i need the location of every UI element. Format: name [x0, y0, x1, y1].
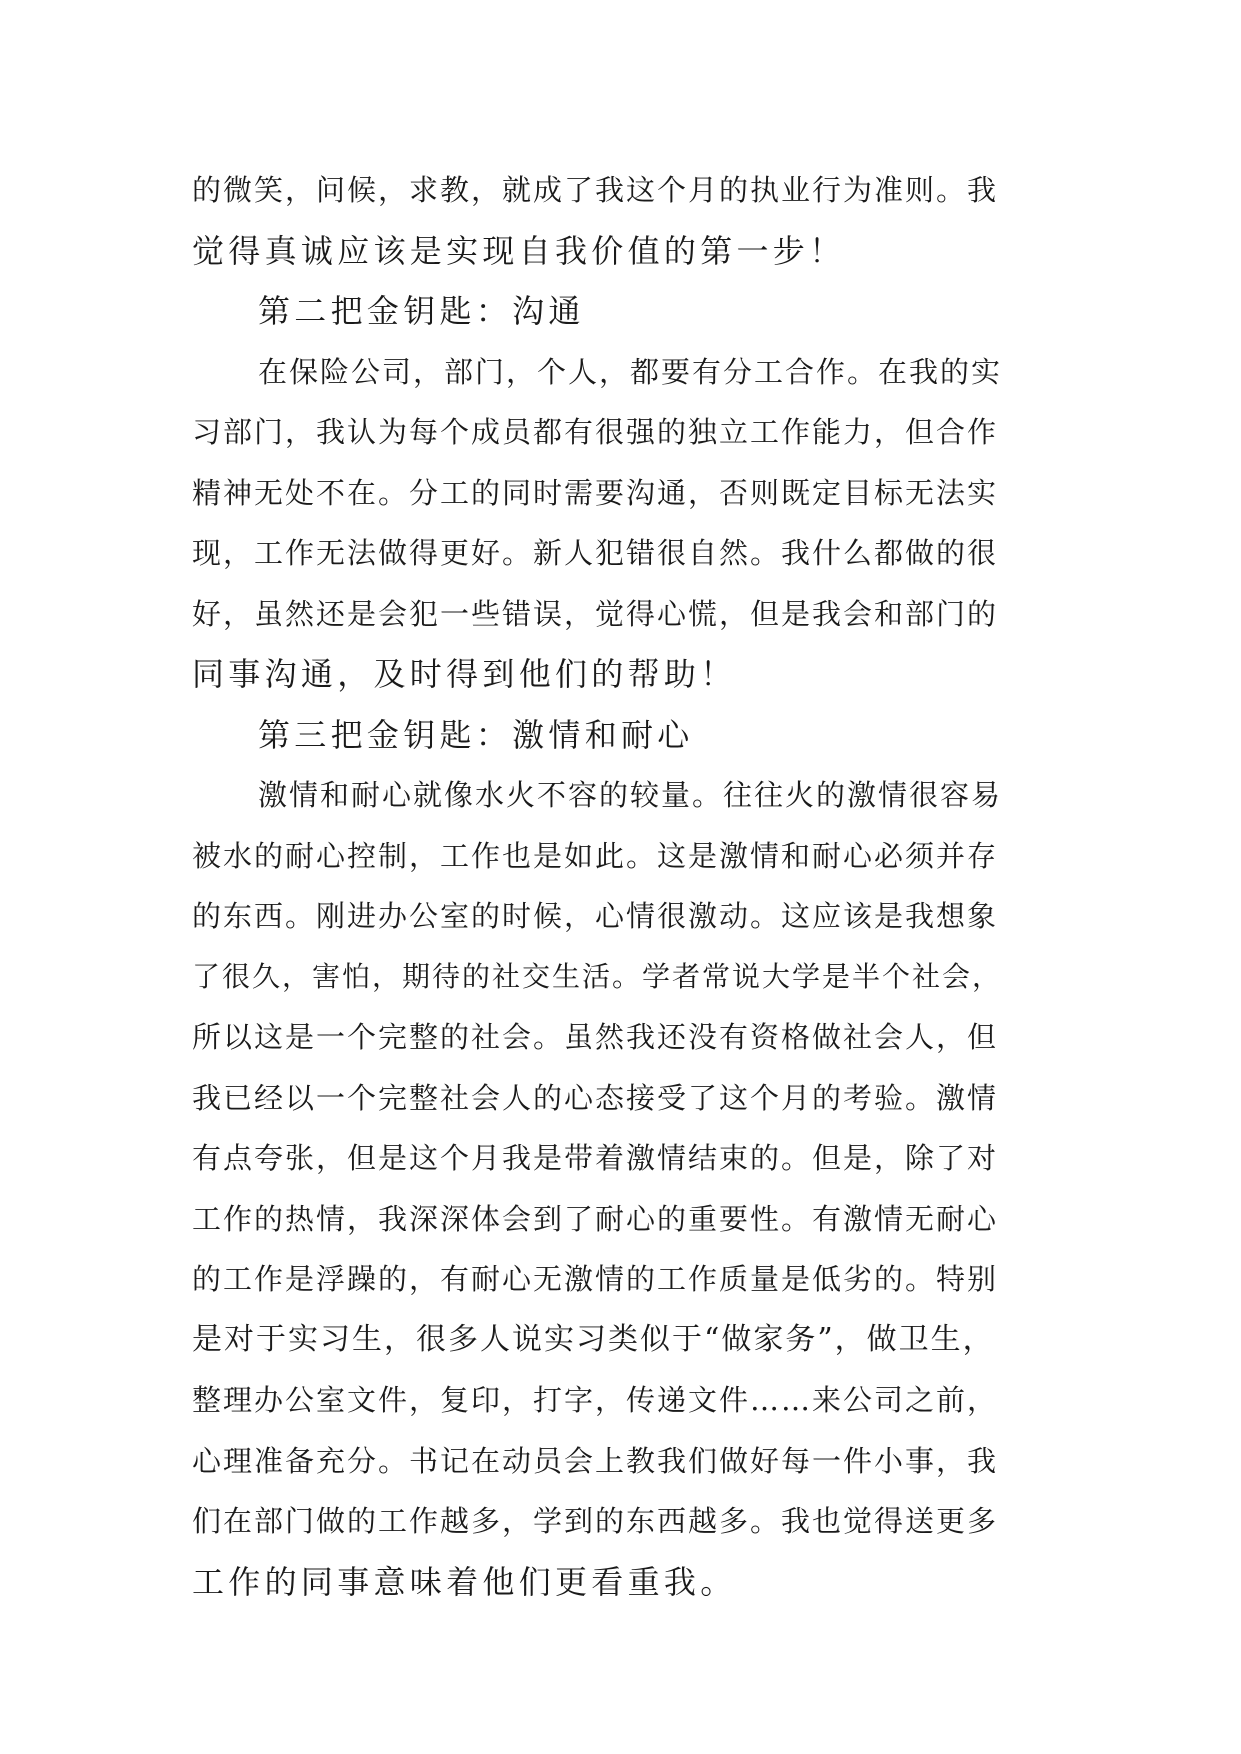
text-line: 好，虽然还是会犯一些错误，觉得心慌，但是我会和部门的: [192, 596, 999, 631]
text-line: 我已经以一个完整社会人的心态接受了这个月的考验。激情: [192, 1080, 999, 1115]
paragraph-first-line: 在保险公司，部门，个人，都要有分工合作。在我的实: [258, 354, 1003, 389]
text-line: 的东西。刚进办公室的时候，心情很激动。这应该是我想象: [192, 899, 999, 933]
text-line: 是对于实习生，很多人说实习类似于“做家务”，做卫生，: [192, 1321, 995, 1357]
text-line: 工作的热情，我深深体会到了耐心的重要性。有激情无耐心: [192, 1201, 999, 1236]
text-line: 们在部门做的工作越多，学到的东西越多。我也觉得送更多: [192, 1504, 999, 1538]
text-line: 觉得真诚应该是实现自我价值的第一步！: [192, 231, 846, 270]
text-line: 整理办公室文件，复印，打字，传递文件……来公司之前，: [192, 1383, 999, 1417]
text-line: 的微笑，问候，求教，就成了我这个月的执业行为准则。我: [192, 173, 999, 207]
document-page: [192, 160, 1050, 1612]
text-line: 心理准备充分。书记在动员会上教我们做好每一件小事，我: [192, 1443, 999, 1478]
text-line: 工作的同事意味着他们更看重我。: [192, 1562, 737, 1601]
section-heading: 第二把金钥匙：沟通: [258, 292, 585, 330]
text-line: 所以这是一个完整的社会。虽然我还没有资格做社会人，但: [192, 1020, 999, 1054]
document-body: [192, 160, 1050, 1612]
text-line: 了很久，害怕，期待的社交生活。学者常说大学是半个社会，: [192, 959, 1003, 993]
paragraph-first-line: 激情和耐心就像水火不容的较量。往往火的激情很容易: [258, 778, 1003, 812]
text-line: 习部门，我认为每个成员都有很强的独立工作能力，但合作: [192, 415, 999, 449]
text-line: 的工作是浮躁的，有耐心无激情的工作质量是低劣的。特别: [192, 1262, 999, 1296]
text-line: 有点夸张，但是这个月我是带着激情结束的。但是，除了对: [192, 1141, 999, 1175]
section-heading: 第三把金钥匙：激情和耐心: [258, 715, 694, 754]
text-line: 现，工作无法做得更好。新人犯错很自然。我什么都做的很: [192, 536, 999, 570]
text-line: 精神无处不在。分工的同时需要沟通，否则既定目标无法实: [192, 475, 999, 510]
text-line: 被水的耐心控制，工作也是如此。这是激情和耐心必须并存: [192, 838, 999, 873]
text-line: 同事沟通，及时得到他们的帮助！: [192, 655, 737, 693]
